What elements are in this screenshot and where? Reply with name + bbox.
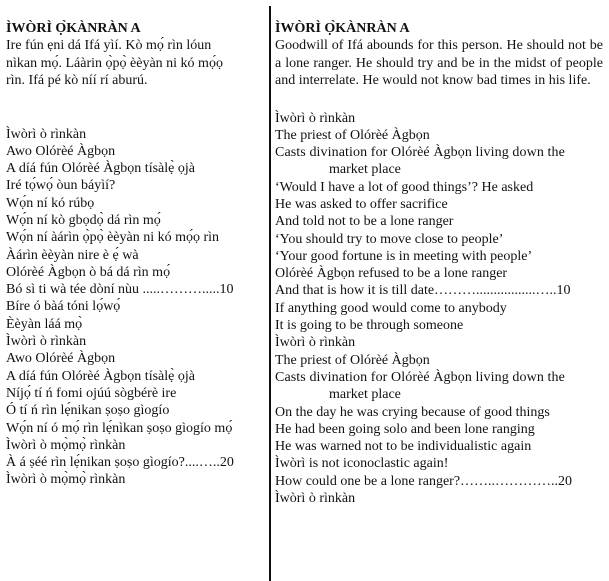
verse-line: Àárìn èèyàn nire è ẹ́ wà [6,247,139,263]
yoruba-intro-line: rìn. Ifá pé kò níí rí aburú. [6,73,148,88]
verse-line-continuation: market place [329,387,401,403]
verse-line: Wọ́n ní kò gbọdọ̀ dá rìn mọ́ [6,212,161,228]
verse-line: The priest of Olórèé Àgbọn [275,352,430,368]
verse-line: Èèyàn láá mọ̀ [6,316,83,332]
verse-line: À á ṣéé rìn lẹ́nikan ṣoṣo gìogío?....…..20 [6,455,234,471]
verse-line: Casts divination for Olórèé Àgbọn living down the [275,145,565,161]
english-column [275,0,609,507]
verse-line: A díá fún Olórèé Àgbọn tísàlẹ̀ ọjà [6,161,195,177]
verse-line: And told not to be a lone ranger [275,214,454,230]
verse-line: Awo Olórèé Àgbọn [6,351,116,367]
verse-line: Ìwòrì ò rìnkàn [6,334,87,350]
verse-line: Bó sì ti wà tée dòní nùu .....……….....10 [6,282,234,298]
verse-line: A díá fún Olórèé Àgbọn tísàlẹ̀ ọjà [6,368,195,384]
verse-line: Ó tí ń rìn lẹ́nikan ṣoṣo gìogío [6,403,170,419]
verse-line: Olórèé Àgbọn refused to be a lone ranger [275,266,508,282]
verse-line: Ìwòrì ò mọ̀mọ̀ rìnkàn [6,437,126,453]
english-verse [275,110,603,508]
verse-line: ‘You should try to move close to people’ [275,231,504,247]
yoruba-verse [6,126,268,489]
yoruba-intro-line: nìkan mọ́. Láàrin ọ̀pọ̀ èèyàn ni kó mọ́ọ [6,55,223,71]
verse-line: Olórèé Àgbọn ò bá dá rìn mọ́ [6,264,171,280]
verse-line: He was warned not to be individualistic again [275,439,532,455]
english-heading: ÌWÒRÌ Ọ̀KÀNRÀN A [275,21,410,36]
verse-line: He was asked to offer sacrifice [275,196,448,212]
verse-line: Casts divination for Olórèé Àgbọn living down the [275,369,565,385]
verse-line: Wọ́n ní àárìn ọ̀pọ̀ èèyàn ni kó mọ́ọ rìn [6,230,220,246]
verse-line: Wọ́n ní kó rúbọ [6,195,95,211]
verse-line: Iré tọ́wọ́ òun báyìí? [6,178,116,194]
yoruba-column [0,0,268,489]
verse-line: It is going to be through someone [275,318,464,334]
verse-line: Ìwòrì ò mọ̀mọ̀ rìnkàn [6,472,126,488]
verse-line: Wọ́n ní ó mọ́ rìn lẹ́nìkan ṣoṣo gìogío mọ́ [6,420,233,436]
verse-line: The priest of Olórèé Àgbọn [275,127,430,143]
verse-line: On the day he was crying because of good things [275,404,550,420]
yoruba-heading: ÌWÒRÌ Ọ̀KÀNRÀN A [6,21,141,36]
verse-line: ‘Would I have a lot of good things’? He asked [275,179,534,195]
verse-line: Ìwòrì ò rìnkàn [275,335,356,351]
verse-line: Níjọ́ tí ń fomi ojúú sògbérè ire [6,385,177,401]
verse-line: Awo Olórèé Àgbọn [6,143,116,159]
verse-line: Ìwòrì is not iconoclastic again! [275,456,449,472]
verse-line: If anything good would come to anybody [275,300,507,316]
yoruba-intro [6,37,268,90]
yoruba-intro-line: Ire fún ẹni dá Ifá yìí. Kò mọ́ rìn lóun [6,38,212,53]
english-intro: Goodwill of Ifá abounds for this person. He should not be a lone ranger. He should try and be in the midst of people and interrelate. He would not know bad times in his life. [275,38,603,88]
verse-line: Ìwòrì ò rìnkàn [275,110,356,126]
verse-line: ‘Your good fortune is in meeting with people’ [275,248,533,264]
column-divider [269,6,271,581]
verse-line: Ìwòrì ò rìnkàn [275,491,356,507]
verse-line-continuation: market place [329,162,401,178]
verse-line: He had been going solo and been lone ranging [275,421,535,437]
verse-line: Ìwòrì ò rìnkàn [6,126,87,142]
verse-line: And that is how it is till date……….................…..10 [275,283,571,299]
verse-line: How could one be a lone ranger?……..…………..20 [275,473,573,489]
verse-line: Bíre ó bàá tóni lọ́wọ́ [6,299,121,315]
